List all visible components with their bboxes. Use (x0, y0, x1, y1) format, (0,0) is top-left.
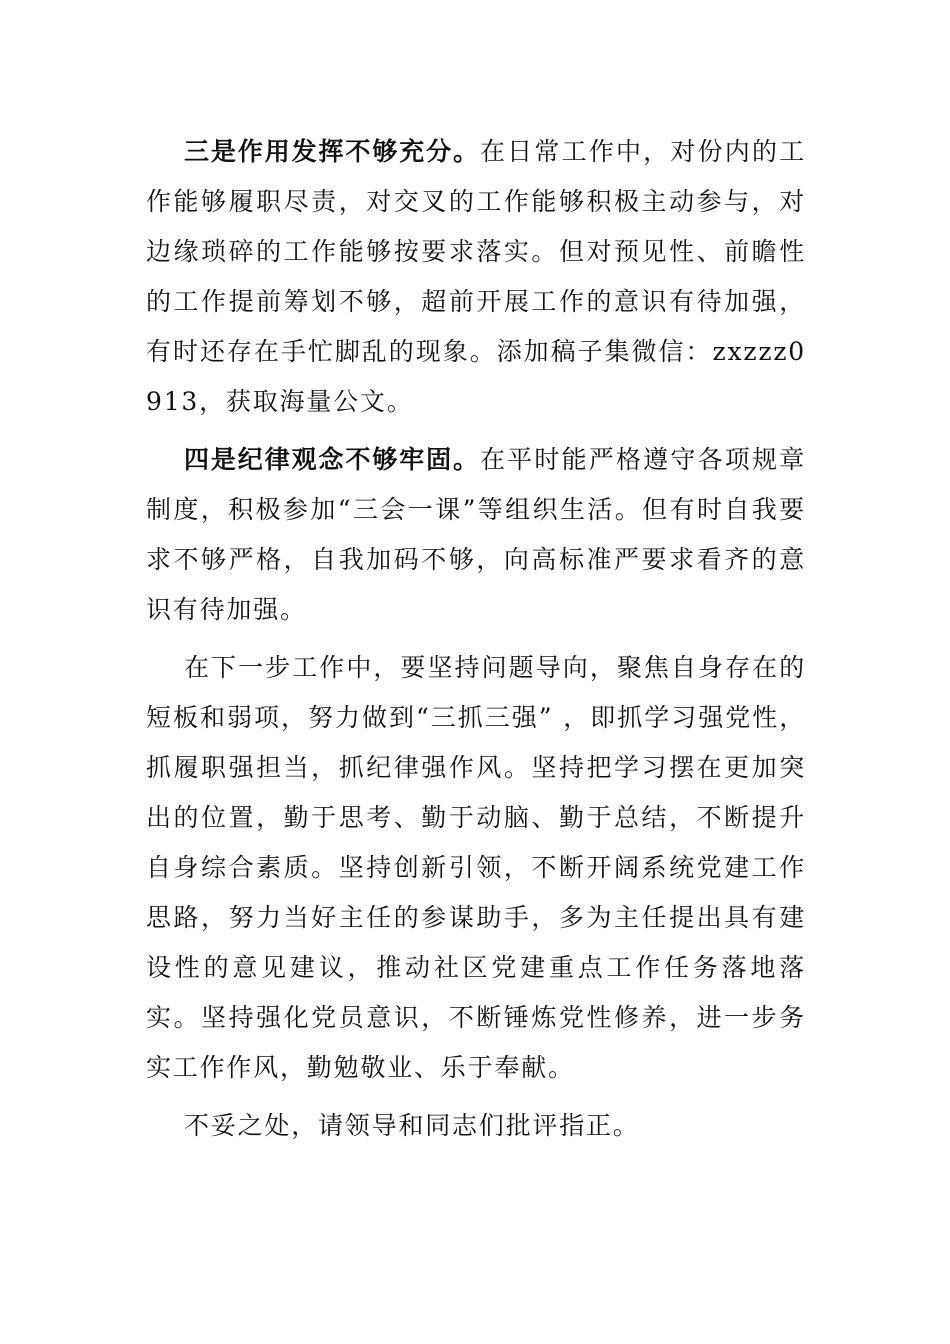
document-body (146, 127, 806, 1159)
paragraph-text: 在下一步工作中，要坚持问题导向，聚焦自身存在的短板和弱项，努力做到“三抓三强” ，即抓学习强党性，抓履职强担当，抓纪律强作风。坚持把学习摆在更加突出的位置，勤于思考、勤于动脑、勤于总结，不断提升自身综合素质。坚持创新引领，不断开阔系统党建工作思路，努力当好主任的参谋助手，多为主任提出具有建设性的意见建议，推动社区党建重点工作任务落地落实。坚持强化党员意识，不断锤炼党性修养，进一步务实工作作风，勤勉敬业、乐于奉献。 (146, 653, 806, 1082)
paragraph-text: 在日常工作中，对份内的工作能够履职尽责，对交叉的工作能够积极主动参与，对边缘琐碎的工作能够按要求落实。但对预见性、前瞻性的工作提前筹划不够，超前开展工作的意识有待加强，有时还存在手忙脚乱的现象。添加稿子集微信：zxzzz0913，获取海量公文。 (146, 137, 806, 416)
paragraph-lead-heading: 三是作用发挥不够充分。 (184, 137, 480, 166)
paragraph-closing (146, 1101, 806, 1151)
paragraph-discipline (146, 435, 806, 635)
paragraph-next-steps (146, 643, 806, 1093)
paragraph-text: 不妥之处，请领导和同志们批评指正。 (184, 1111, 640, 1140)
paragraph-role-performance (146, 127, 806, 427)
paragraph-text: 在平时能严格遵守各项规章制度，积极参加“三会一课”等组织生活。但有时自我要求不够严格，自我加码不够，向高标准严要求看齐的意识有待加强。 (146, 445, 806, 624)
paragraph-lead-heading: 四是纪律观念不够牢固。 (184, 445, 480, 474)
